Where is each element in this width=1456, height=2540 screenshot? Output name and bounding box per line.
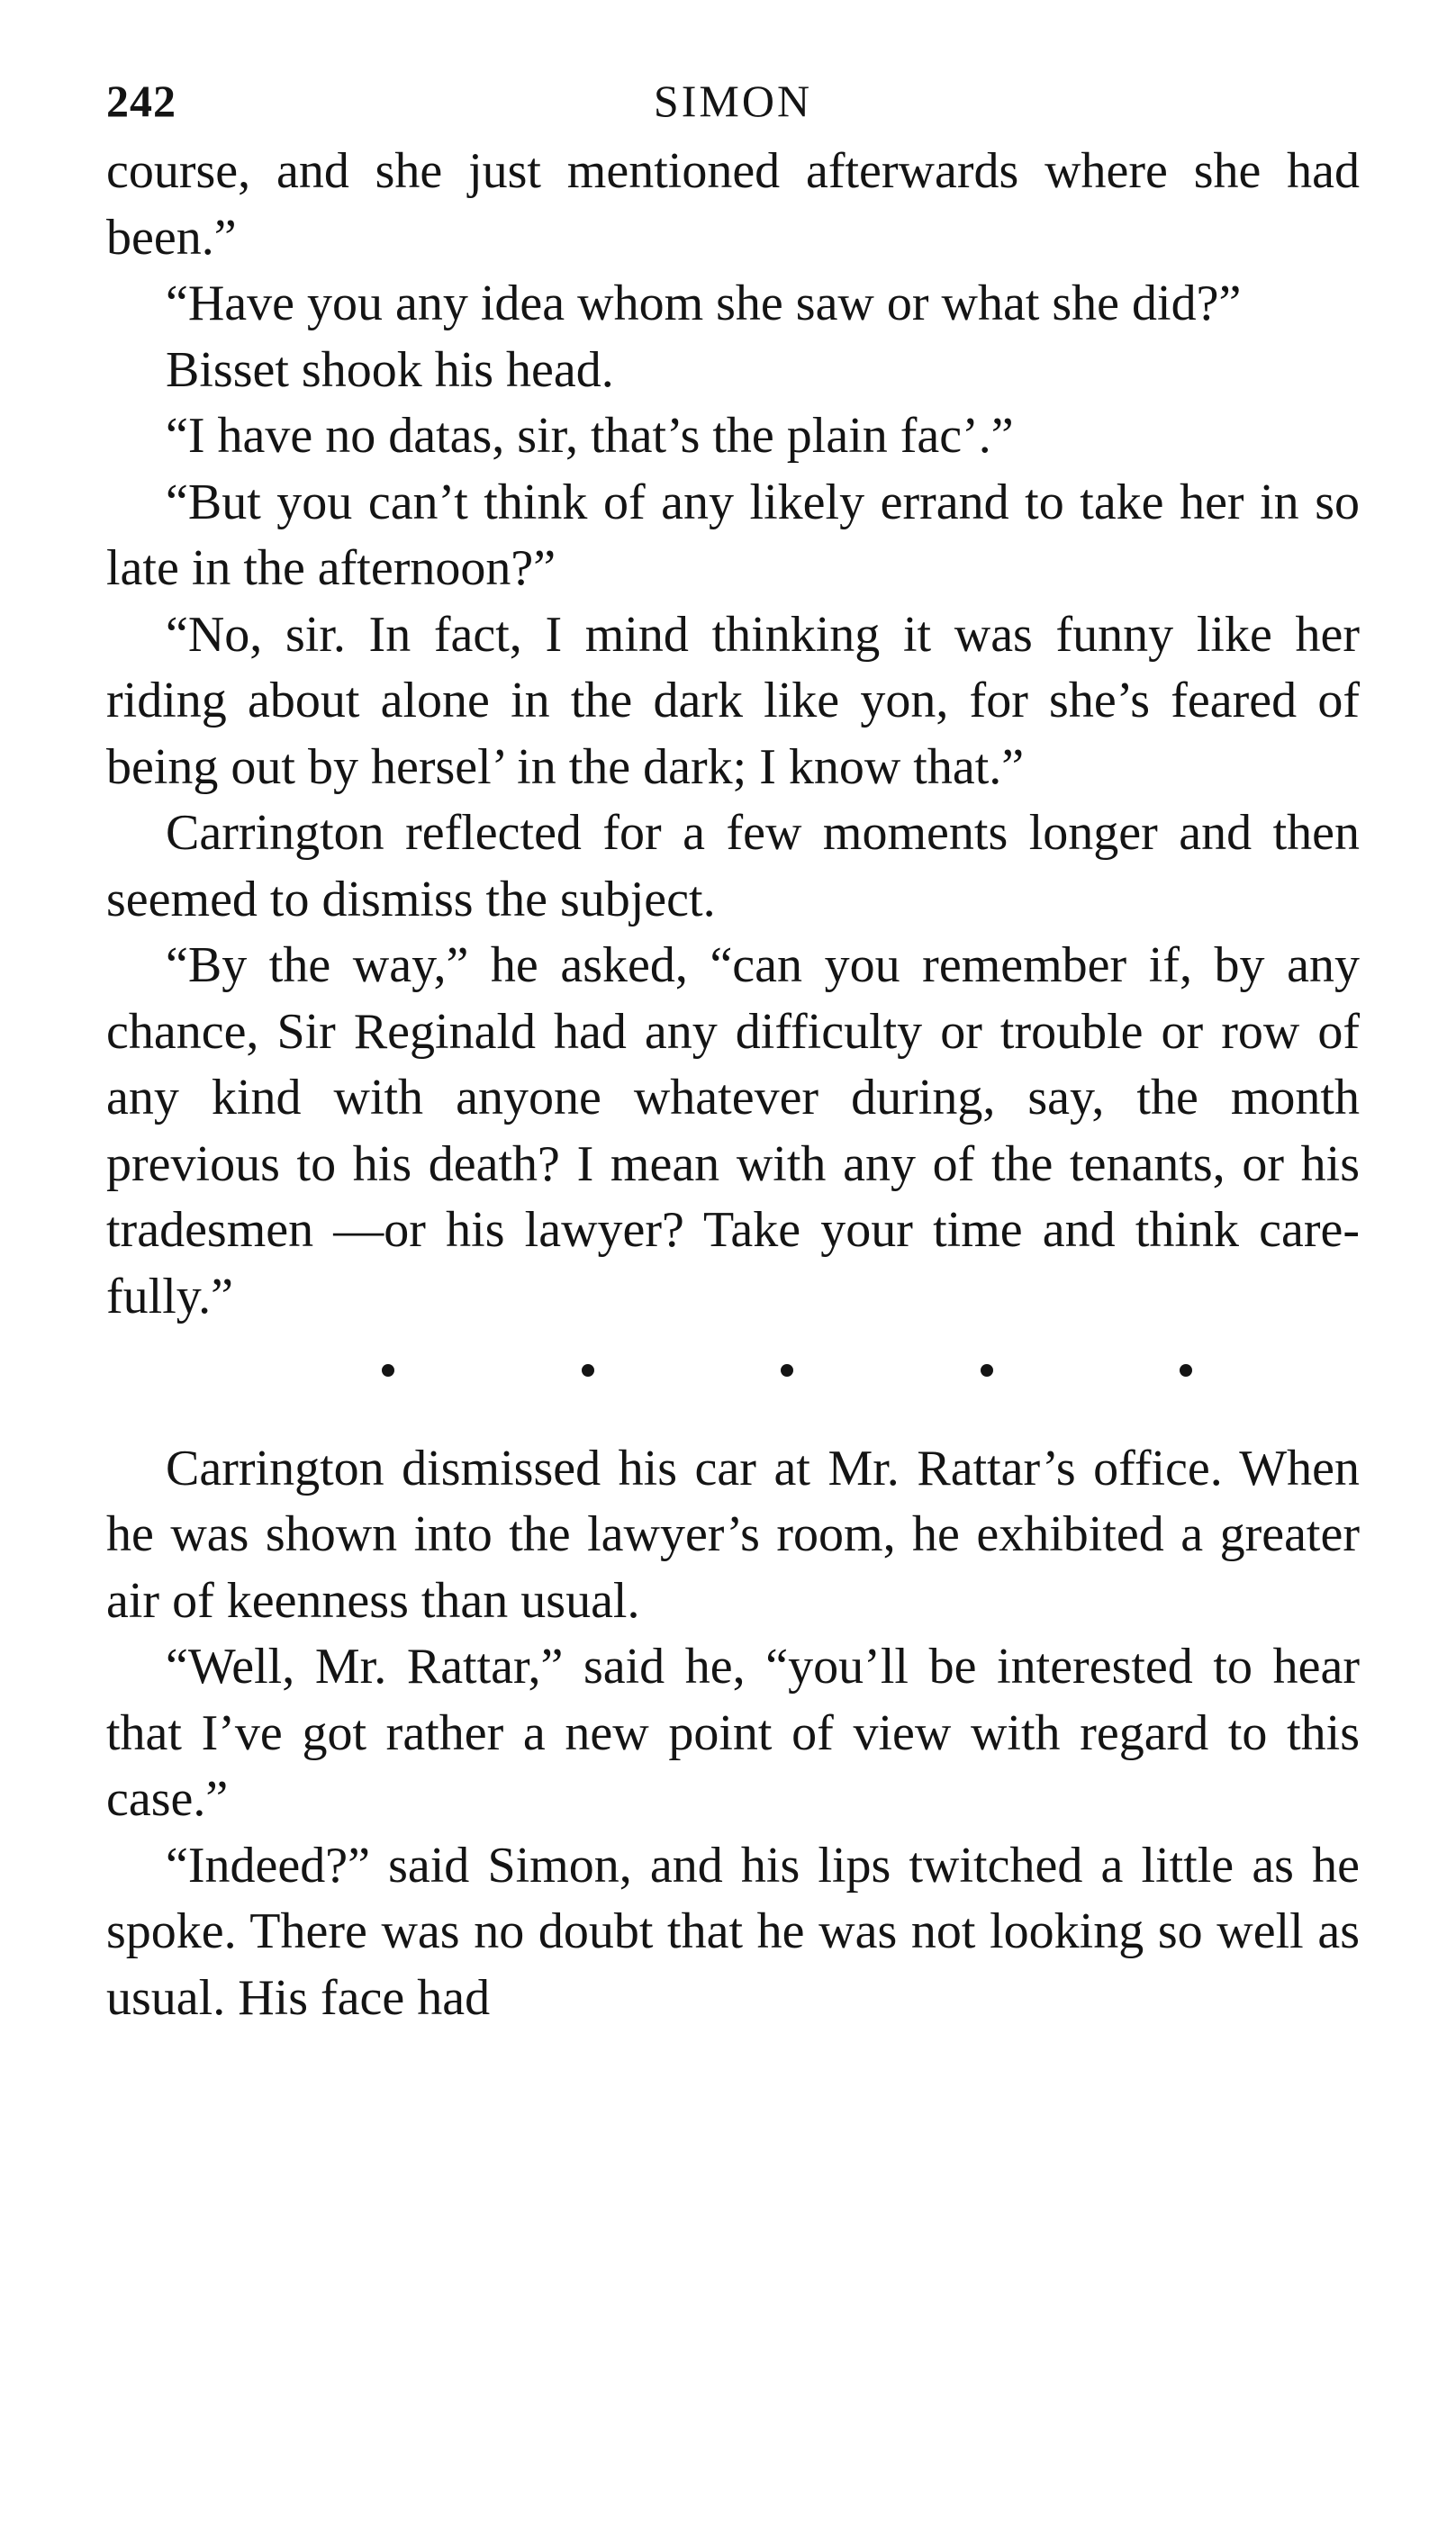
paragraph: “Have you any idea whom she saw or what she did?” bbox=[166, 276, 1242, 331]
book-page bbox=[106, 68, 1360, 2031]
section-break-dot bbox=[981, 1364, 993, 1377]
page-number: 242 bbox=[106, 76, 176, 126]
paragraph: “Well, Mr. Rattar,” said he, “you’ll be interested to hear that I’ve got rather a new point of view with regard to this case.” bbox=[106, 1639, 1360, 1827]
section-break-dot bbox=[1180, 1364, 1192, 1377]
paragraph: “But you can’t think of any likely errand to take her in so late in the afternoon?” bbox=[106, 474, 1360, 596]
running-head: SIMON bbox=[653, 76, 813, 126]
section-break bbox=[274, 1337, 1192, 1404]
paragraph: Bisset shook his head. bbox=[166, 341, 614, 398]
text-block-before-break bbox=[106, 139, 1360, 1330]
paragraph: Carrington dismissed his car at Mr. Rattar’s office. When he was shown into the lawyer’s room, he exhibited a greater air of keenness than usual. bbox=[106, 1440, 1360, 1629]
paragraph: course, and she just mentioned afterwards where she had been.” bbox=[106, 143, 1360, 266]
paragraph: “By the way,” he asked, “can you remember if, by any chance, Sir Reginald had any difficulty or trouble or row of any kind with anyone whatever during, say, the month previous to his death? I mean with any of the tenants, or his tradesmen —or his lawyer? Take your time and think carefully.” bbox=[106, 937, 1360, 1324]
section-spacer bbox=[106, 1404, 1360, 1436]
section-break-dot bbox=[582, 1364, 594, 1377]
text-block-after-break bbox=[106, 1436, 1360, 2032]
section-break-dot bbox=[781, 1364, 793, 1377]
paragraph: Carrington reflected for a few moments longer and then seemed to dismiss the subject. bbox=[106, 805, 1360, 927]
section-break-dot bbox=[382, 1364, 394, 1377]
page-header bbox=[106, 68, 1360, 133]
paragraph: “Indeed?” said Simon, and his lips twitched a little as he spoke. There was no doubt that he was not looking so well as usual. His face had bbox=[106, 1837, 1360, 2026]
paragraph: “I have no datas, sir, that’s the plain fac’.” bbox=[166, 408, 1014, 464]
page-body bbox=[106, 139, 1360, 2031]
paragraph: “No, sir. In fact, I mind thinking it was funny like her riding about alone in the dark like yon, for she’s feared of being out by hersel’ in the dark; I know that.” bbox=[106, 606, 1360, 795]
